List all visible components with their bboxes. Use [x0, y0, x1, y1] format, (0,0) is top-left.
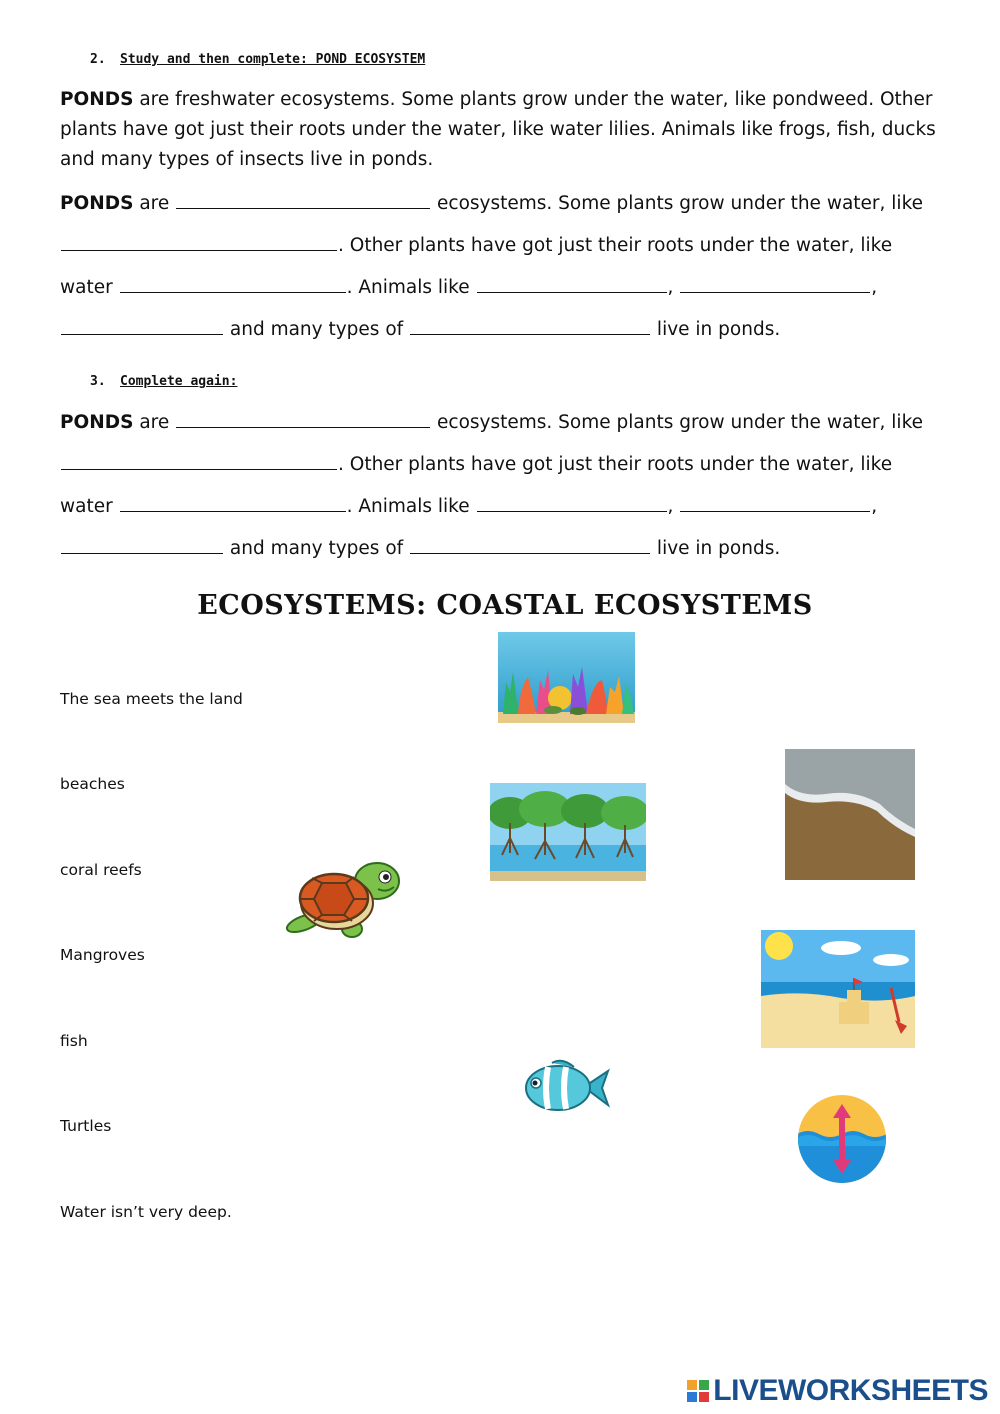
ponds-bold: PONDS	[60, 412, 134, 433]
text-live-in-ponds: live in ponds.	[651, 319, 781, 340]
turtle-image[interactable]	[282, 853, 406, 941]
ex2-line-1	[60, 192, 960, 214]
ex3-line-2	[60, 453, 960, 475]
ex2-line-3	[60, 276, 960, 298]
pond-paragraph-text: are freshwater ecosystems. Some plants grow under the water, like pondweed. Other plants have got just their roots under the water, like water lilies. Animals like frogs, fish, ducks and many types of insects live in ponds.	[60, 89, 936, 170]
ex2-blank-3[interactable]	[120, 276, 346, 293]
beach-image[interactable]	[761, 930, 915, 1048]
ex3-blank-6[interactable]	[61, 537, 223, 554]
text-live-in-ponds: live in ponds.	[651, 538, 781, 559]
word-mangroves[interactable]: Mangroves	[60, 946, 145, 964]
ex2-blank-5[interactable]	[680, 276, 870, 293]
ex2-blank-7[interactable]	[410, 318, 650, 335]
word-coral-reefs[interactable]: coral reefs	[60, 861, 142, 879]
text-seg2: . Other plants have got just their roots under the water, like	[338, 235, 893, 256]
text-comma: ,	[871, 277, 878, 298]
text-are: are	[133, 193, 176, 214]
ex2-blank-1[interactable]	[176, 192, 430, 209]
text-comma: ,	[667, 277, 674, 298]
section-2-number: 2.	[90, 52, 106, 67]
liveworksheets-logo-text: LIVEWORKSHEETS	[713, 1374, 988, 1407]
text-seg1: ecosystems. Some plants grow under the water, like	[431, 412, 923, 433]
text-seg1: ecosystems. Some plants grow under the water, like	[431, 193, 923, 214]
ex3-blank-3[interactable]	[120, 495, 346, 512]
text-animals-like: . Animals like	[346, 496, 476, 517]
section-3-number: 3.	[90, 374, 106, 389]
ex2-blank-2[interactable]	[61, 234, 337, 251]
shore-sand-image[interactable]	[785, 749, 915, 880]
text-comma: ,	[871, 496, 878, 517]
text-animals-like: . Animals like	[346, 277, 476, 298]
word-beaches[interactable]: beaches	[60, 775, 125, 793]
section-2-title: Study and then complete: POND ECOSYSTEM	[120, 52, 426, 67]
ex2-blank-4[interactable]	[477, 276, 667, 293]
ponds-bold: PONDS	[60, 193, 134, 214]
text-seg2: . Other plants have got just their roots under the water, like	[338, 454, 893, 475]
coral-reef-image[interactable]	[498, 632, 635, 723]
ex3-blank-4[interactable]	[477, 495, 667, 512]
liveworksheets-logo-icon	[687, 1380, 709, 1402]
water-depth-icon[interactable]	[797, 1094, 887, 1184]
liveworksheets-logo	[687, 1374, 988, 1408]
ex2-line-4	[60, 318, 960, 340]
pond-paragraph-bold: PONDS	[60, 89, 134, 110]
text-many-types: and many types of	[224, 319, 410, 340]
ex2-blank-6[interactable]	[61, 318, 223, 335]
coastal-heading: ECOSYSTEMS: COASTAL ECOSYSTEMS	[197, 590, 813, 621]
ex3-blank-5[interactable]	[680, 495, 870, 512]
section-2-heading	[90, 52, 425, 67]
ex3-blank-7[interactable]	[410, 537, 650, 554]
word-shallow-water[interactable]: Water isn’t very deep.	[60, 1203, 232, 1221]
word-sea-meets-land[interactable]: The sea meets the land	[60, 690, 243, 708]
ex3-line-1	[60, 411, 960, 433]
text-water: water	[60, 277, 119, 298]
mangroves-image[interactable]	[490, 783, 646, 881]
ex3-blank-2[interactable]	[61, 453, 337, 470]
word-turtles[interactable]: Turtles	[60, 1117, 112, 1135]
text-many-types: and many types of	[224, 538, 410, 559]
text-water: water	[60, 496, 119, 517]
word-fish[interactable]: fish	[60, 1032, 88, 1050]
section-3-title: Complete again:	[120, 374, 238, 389]
ex3-line-3	[60, 495, 960, 517]
pond-paragraph	[60, 85, 950, 175]
ex3-blank-1[interactable]	[176, 411, 430, 428]
text-comma: ,	[667, 496, 674, 517]
ex2-line-2	[60, 234, 960, 256]
section-3-heading	[90, 374, 237, 389]
fish-image[interactable]	[522, 1057, 610, 1119]
ex3-line-4	[60, 537, 960, 559]
text-are: are	[133, 412, 176, 433]
